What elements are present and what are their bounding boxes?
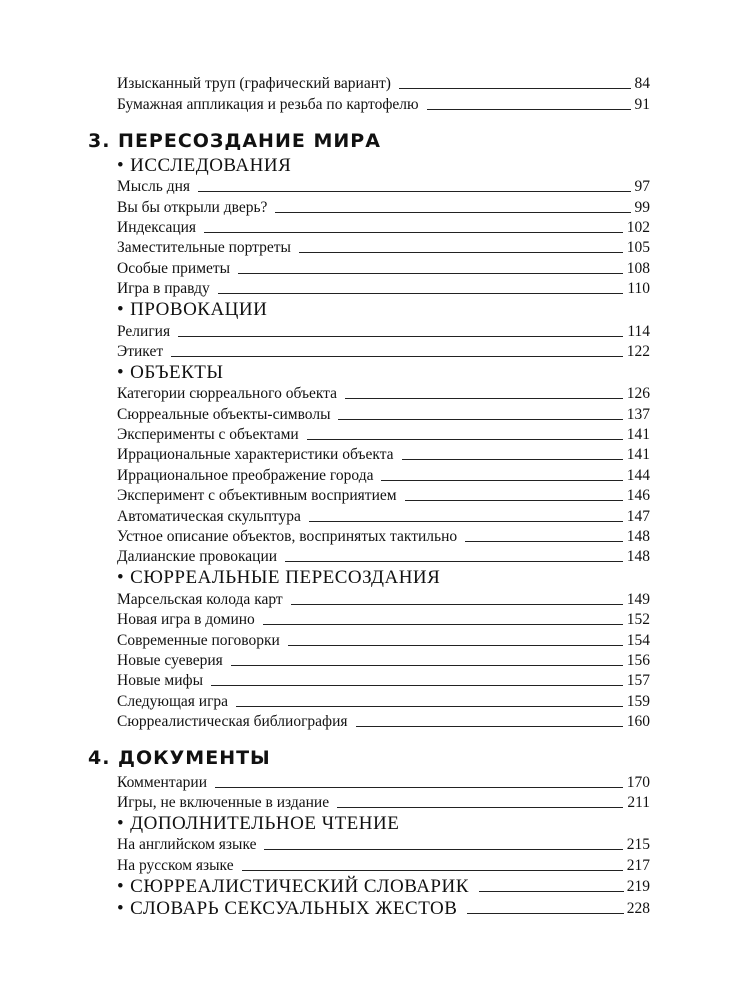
chapter-heading: 3. ПЕРЕСОЗДАНИЕ МИРА [88,129,381,152]
bullet-icon: • [117,897,125,919]
toc-entry [88,691,650,711]
toc-entry-title: Индексация [117,218,197,236]
toc-entry-page: 146 [626,487,650,505]
toc-entry-page: 157 [626,672,650,690]
toc-entry-page: 149 [626,590,650,608]
dot-leader [338,419,622,420]
toc-entry-page: 141 [626,446,650,464]
toc-entry-title: На русском языке [117,856,234,874]
toc-entry-title: Сюрреалистическая библиография [117,713,348,731]
dot-leader [236,706,623,707]
toc-entry-page: 99 [634,198,650,216]
section-title: ОБЪЕКТЫ [130,361,224,383]
dot-leader [218,293,624,294]
toc-entry [88,486,650,506]
toc-entry-page: 147 [626,507,650,525]
toc-entry [88,793,650,813]
toc-entry-title: Следующая игра [117,692,229,710]
toc-entry-title: Эксперимент с объективным восприятием [117,487,397,505]
dot-leader [402,459,623,460]
toc-entry-title: Комментарии [117,773,207,791]
dot-leader [288,645,623,646]
section-title: СЛОВАРЬ СЕКСУАЛЬНЫХ ЖЕСТОВ [130,897,458,919]
dot-leader [309,521,623,522]
dot-leader [285,561,623,562]
toc-entry [88,258,650,278]
toc-entry-page: 154 [626,631,650,649]
toc-entry [88,465,650,485]
toc-entry [88,74,650,94]
dot-leader [381,480,622,481]
toc-entry-page: 114 [627,322,650,340]
toc-entry-page: 141 [626,426,650,444]
toc-entry [88,177,650,197]
toc-entry [88,238,650,258]
dot-leader [356,726,623,727]
dot-leader [307,439,623,440]
dot-leader [198,191,630,192]
toc-entry-page: 144 [626,466,650,484]
toc-entry [88,855,650,875]
toc-entry [88,384,650,404]
toc-entry-page: 126 [626,385,650,403]
toc-entry [88,630,650,650]
toc-entry [88,547,650,567]
toc-entry-page: 110 [627,280,650,298]
dot-leader [479,891,624,892]
dot-leader [231,665,623,666]
toc-entry-page: 91 [634,95,650,113]
toc-entry-title: Изысканный труп (графический вариант) [117,75,391,93]
dot-leader [467,913,623,914]
toc-entry-title: Игра в правду [117,280,210,298]
section-title: ПРОВОКАЦИИ [130,299,268,321]
section-heading-with-page [88,876,650,898]
table-of-contents [88,74,650,920]
toc-entry-title: Бумажная аппликация и резьба по картофелю [117,95,419,113]
toc-entry [88,425,650,445]
toc-entry-page: 217 [626,856,650,874]
toc-entry-title: Категории сюрреального объекта [117,385,338,403]
section-heading [88,567,650,589]
toc-entry-page: 211 [627,793,650,811]
section-heading [88,813,650,835]
toc-entry-title: Особые приметы [117,259,231,277]
bullet-icon: • [117,812,125,834]
section-title: ИССЛЕДОВАНИЯ [130,154,292,176]
dot-leader [399,88,631,89]
toc-entry-page: 105 [626,239,650,257]
toc-entry-page: 108 [626,259,650,277]
toc-entry-title: Заместительные портреты [117,239,291,257]
section-heading-with-page [88,898,650,920]
dot-leader [405,500,623,501]
toc-entry [88,589,650,609]
dot-leader [178,336,623,337]
toc-entry [88,94,650,114]
toc-entry-title: На английском языке [117,836,257,854]
toc-entry [88,712,650,732]
toc-entry [88,506,650,526]
toc-entry-page: 159 [626,692,650,710]
toc-entry [88,321,650,341]
toc-entry [88,445,650,465]
bullet-icon: • [117,567,125,589]
bullet-icon: • [117,875,125,897]
dot-leader [465,541,623,542]
toc-entry-title: Мысль дня [117,178,191,196]
toc-entry-title: Этикет [117,342,164,360]
toc-entry-page: 219 [626,877,650,895]
toc-entry-title: Новые суеверия [117,651,223,669]
toc-entry [88,772,650,792]
dot-leader [211,685,623,686]
dot-leader [215,787,623,788]
toc-entry-page: 156 [626,651,650,669]
toc-entry [88,218,650,238]
toc-entry-title: Современные поговорки [117,631,280,649]
toc-entry-title: Иррациональное преображение города [117,466,374,484]
toc-entry-title: Новые мифы [117,672,203,690]
toc-entry-page: 97 [634,178,650,196]
toc-entry [88,404,650,424]
toc-entry-page: 84 [634,75,650,93]
toc-entry [88,197,650,217]
toc-entry-title: Автоматическая скульптура [117,507,301,525]
toc-entry-page: 102 [626,218,650,236]
dot-leader [238,273,623,274]
bullet-icon: • [117,361,125,383]
toc-entry-page: 170 [626,773,650,791]
toc-entry [88,651,650,671]
section-heading [88,362,650,384]
toc-entry-title: Религия [117,322,171,340]
dot-leader [263,624,623,625]
chapter-heading: 4. ДОКУМЕНТЫ [88,747,271,770]
dot-leader [264,849,622,850]
toc-entry [88,610,650,630]
toc-entry [88,279,650,299]
toc-entry-page: 215 [626,836,650,854]
dot-leader [204,232,623,233]
toc-entry-page: 137 [626,405,650,423]
dot-leader [345,398,623,399]
dot-leader [337,807,623,808]
toc-entry [88,835,650,855]
toc-entry-title: Вы бы открыли дверь? [117,198,268,216]
toc-entry-title: Игры, не включенные в издание [117,793,330,811]
section-heading [88,155,650,177]
bullet-icon: • [117,299,125,321]
toc-entry-title: Далианские провокации [117,548,278,566]
toc-entry-title: Устное описание объектов, воспринятых тактильно [117,528,458,546]
dot-leader [427,109,631,110]
dot-leader [291,604,623,605]
dot-leader [275,212,630,213]
toc-entry [88,671,650,691]
toc-entry-title: Иррациональные характеристики объекта [117,446,394,464]
toc-entry-title: Сюрреальные объекты-символы [117,405,331,423]
bullet-icon: • [117,154,125,176]
toc-entry-page: 160 [626,713,650,731]
dot-leader [171,356,623,357]
toc-entry-page: 228 [626,899,650,917]
toc-entry-title: Эксперименты с объектами [117,426,299,444]
toc-entry-page: 148 [626,528,650,546]
section-title: СЮРРЕАЛИСТИЧЕСКИЙ СЛОВАРИК [130,875,469,897]
section-title: СЮРРЕАЛЬНЫЕ ПЕРЕСОЗДАНИЯ [130,567,441,589]
section-title: ДОПОЛНИТЕЛЬНОЕ ЧТЕНИЕ [130,812,400,834]
toc-entry [88,527,650,547]
toc-entry-page: 122 [626,342,650,360]
toc-entry-page: 148 [626,548,650,566]
toc-entry-title: Марсельская колода карт [117,590,283,608]
toc-entry-title: Новая игра в домино [117,611,255,629]
toc-entry-page: 152 [626,611,650,629]
dot-leader [242,870,623,871]
toc-entry [88,342,650,362]
section-heading [88,299,650,321]
dot-leader [299,252,623,253]
